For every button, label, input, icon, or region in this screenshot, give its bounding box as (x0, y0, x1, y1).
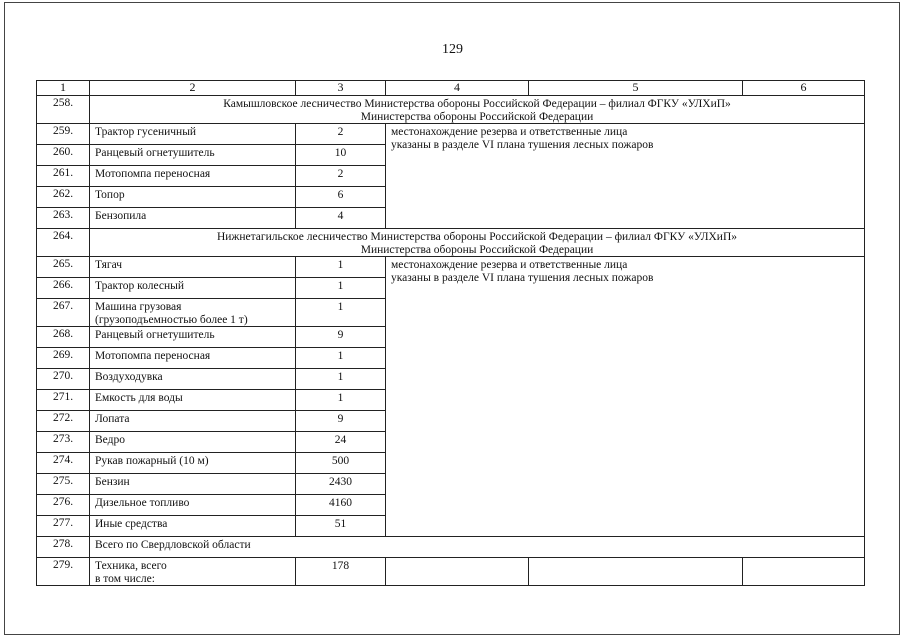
reserve-note-line2: указаны в разделе VI плана тушения лесных пожаров (391, 271, 654, 284)
row-number: 258. (37, 96, 90, 124)
row-number: 278. (37, 537, 90, 558)
item-name: Мотопомпа переносная (90, 166, 296, 187)
row-number: 268. (37, 327, 90, 348)
column-header: 5 (529, 81, 743, 96)
column-header: 2 (90, 81, 296, 96)
item-quantity: 1 (296, 390, 386, 411)
item-quantity: 1 (296, 369, 386, 390)
item-quantity: 4 (296, 208, 386, 229)
row-number: 277. (37, 516, 90, 537)
row-number: 264. (37, 229, 90, 257)
empty-cell (386, 558, 529, 586)
item-quantity: 10 (296, 145, 386, 166)
item-quantity: 6 (296, 187, 386, 208)
table-row (37, 558, 865, 586)
section-row (37, 229, 865, 257)
item-name (90, 299, 296, 327)
item-quantity: 1 (296, 299, 386, 327)
item-name: Лопата (90, 411, 296, 432)
row-number: 261. (37, 166, 90, 187)
row-number: 276. (37, 495, 90, 516)
page-number: 129 (442, 42, 463, 57)
item-name: Тягач (90, 257, 296, 278)
item-name: Ведро (90, 432, 296, 453)
empty-cell (529, 558, 743, 586)
reserve-note (386, 124, 865, 229)
item-name: Бензин (90, 474, 296, 495)
row-number: 259. (37, 124, 90, 145)
section-row (37, 96, 865, 124)
item-name: Воздуходувка (90, 369, 296, 390)
section-title-line2: Министерства обороны Российской Федерации (360, 243, 594, 256)
column-header: 6 (743, 81, 865, 96)
column-header-row (37, 81, 865, 96)
row-number: 260. (37, 145, 90, 166)
total-row (37, 537, 865, 558)
section-title (90, 229, 865, 257)
column-header: 4 (386, 81, 529, 96)
item-name-line2: в том числе: (95, 572, 155, 585)
row-number: 274. (37, 453, 90, 474)
resource-table (36, 80, 865, 586)
item-quantity: 9 (296, 327, 386, 348)
item-quantity: 1 (296, 257, 386, 278)
item-name: Ранцевый огнетушитель (90, 327, 296, 348)
row-number: 271. (37, 390, 90, 411)
column-header: 3 (296, 81, 386, 96)
row-number: 266. (37, 278, 90, 299)
item-name: Мотопомпа переносная (90, 348, 296, 369)
item-quantity: 2 (296, 124, 386, 145)
reserve-note-line2: указаны в разделе VI плана тушения лесных пожаров (391, 138, 654, 151)
item-quantity: 178 (296, 558, 386, 586)
item-quantity: 500 (296, 453, 386, 474)
row-number: 270. (37, 369, 90, 390)
row-number: 272. (37, 411, 90, 432)
item-quantity: 24 (296, 432, 386, 453)
column-header: 1 (37, 81, 90, 96)
section-title (90, 96, 865, 124)
section-title-line1: Камышловское лесничество Министерства обороны Российской Федерации – филиал ФГКУ «УЛХиП» (223, 98, 731, 110)
item-quantity: 4160 (296, 495, 386, 516)
row-number: 273. (37, 432, 90, 453)
item-name: Емкость для воды (90, 390, 296, 411)
row-number: 279. (37, 558, 90, 586)
section-title-line2: Министерства обороны Российской Федерации (360, 110, 594, 123)
row-number: 269. (37, 348, 90, 369)
item-quantity: 51 (296, 516, 386, 537)
item-quantity: 1 (296, 278, 386, 299)
row-number: 267. (37, 299, 90, 327)
reserve-note-line1: местонахождение резерва и ответственные лица (391, 126, 628, 138)
table-row (37, 124, 865, 145)
item-name: Трактор гусеничный (90, 124, 296, 145)
item-name: Бензопила (90, 208, 296, 229)
item-name: Ранцевый огнетушитель (90, 145, 296, 166)
item-name: Дизельное топливо (90, 495, 296, 516)
reserve-note (386, 257, 865, 537)
row-number: 262. (37, 187, 90, 208)
section-title-line1: Нижнетагильское лесничество Министерства обороны Российской Федерации – филиал ФГКУ «УЛХиП» (216, 231, 738, 243)
item-name (90, 558, 296, 586)
row-number: 263. (37, 208, 90, 229)
item-name-line1: Техника, всего (95, 560, 167, 572)
total-label: Всего по Свердловской области (90, 537, 865, 558)
item-name: Рукав пожарный (10 м) (90, 453, 296, 474)
item-quantity: 2 (296, 166, 386, 187)
empty-cell (743, 558, 865, 586)
item-name-line1: Машина грузовая (95, 301, 182, 313)
item-name: Топор (90, 187, 296, 208)
row-number: 265. (37, 257, 90, 278)
item-name-line2: (грузоподъемностью более 1 т) (95, 313, 248, 326)
item-quantity: 9 (296, 411, 386, 432)
reserve-note-line1: местонахождение резерва и ответственные лица (391, 259, 628, 271)
row-number: 275. (37, 474, 90, 495)
item-quantity: 2430 (296, 474, 386, 495)
item-name: Иные средства (90, 516, 296, 537)
table-row (37, 257, 865, 278)
item-quantity: 1 (296, 348, 386, 369)
item-name: Трактор колесный (90, 278, 296, 299)
